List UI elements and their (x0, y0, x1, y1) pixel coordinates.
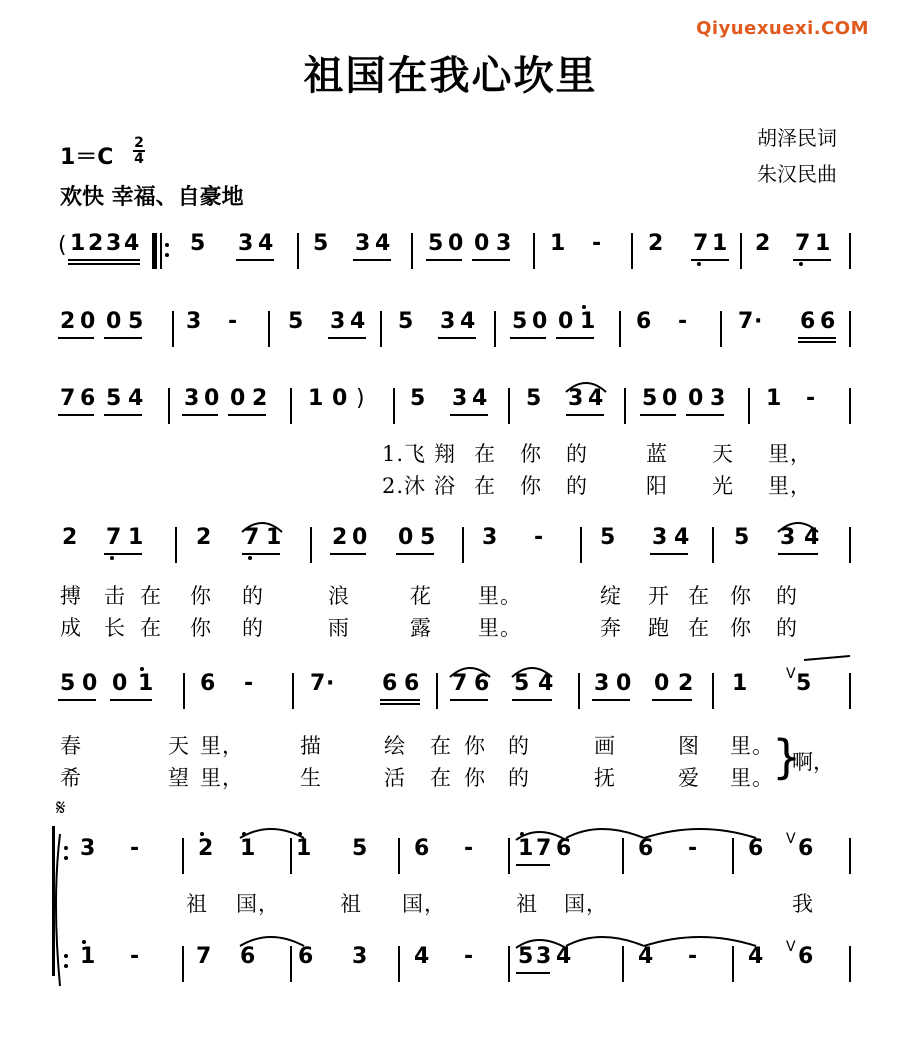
slur (778, 523, 818, 532)
tie (644, 937, 756, 946)
slur (804, 656, 850, 660)
segno-sign: 𝄋 (56, 796, 66, 821)
slur (566, 383, 606, 392)
score-line-2: 2 0 0 5 3 - 5 3 4 5 3 4 5 0 0 1 6 - 7 · 6 6 (0, 311, 901, 351)
expression-mark: 欢快 幸福、自豪地 (60, 185, 244, 210)
key-signature: 1＝C (60, 145, 114, 170)
time-signature: 2 4 (134, 135, 144, 167)
slur (512, 668, 552, 677)
slur (516, 940, 566, 948)
lyrics-ah: 啊， (792, 750, 834, 774)
slur (450, 668, 490, 677)
score-line-5: 5 0 0 1 6 - 7 · 6 6 7 6 5 4 3 0 0 2 1 V 5 (0, 673, 901, 713)
score-line-3: 7 6 5 4 3 0 0 2 1 0 ) 5 3 4 5 3 4 5 0 0 3 1 - (0, 388, 901, 428)
slur (242, 523, 282, 532)
tie (240, 937, 304, 946)
score-line-1: ( 1 2 3 4 5 3 4 5 3 4 5 0 0 3 1 - 2 7 1 2 7 1 (0, 233, 901, 273)
bracket (56, 834, 60, 986)
tie (240, 829, 304, 838)
watermark: Qiyuexuexi.COM (696, 18, 869, 39)
page-title: 祖国在我心坎里 (303, 52, 598, 99)
tie (566, 829, 644, 838)
score-line-7: 1 - 7 6 6 3 4 - 5 3 4 4 - 4 V 6 (0, 946, 901, 986)
lyricist: 胡泽民词 (757, 126, 837, 150)
tie (566, 937, 644, 946)
score-line-6: 3 - 2 1 1 5 6 - 1 7 6 6 - 6 V 6 (0, 838, 901, 878)
lyrics-brace: } (772, 730, 802, 784)
tie (644, 829, 756, 838)
composer: 朱汉民曲 (757, 162, 837, 186)
slur (516, 832, 566, 840)
score-line-4: 2 7 1 2 7 1 2 0 0 5 3 - 5 3 4 5 3 4 (0, 527, 901, 567)
